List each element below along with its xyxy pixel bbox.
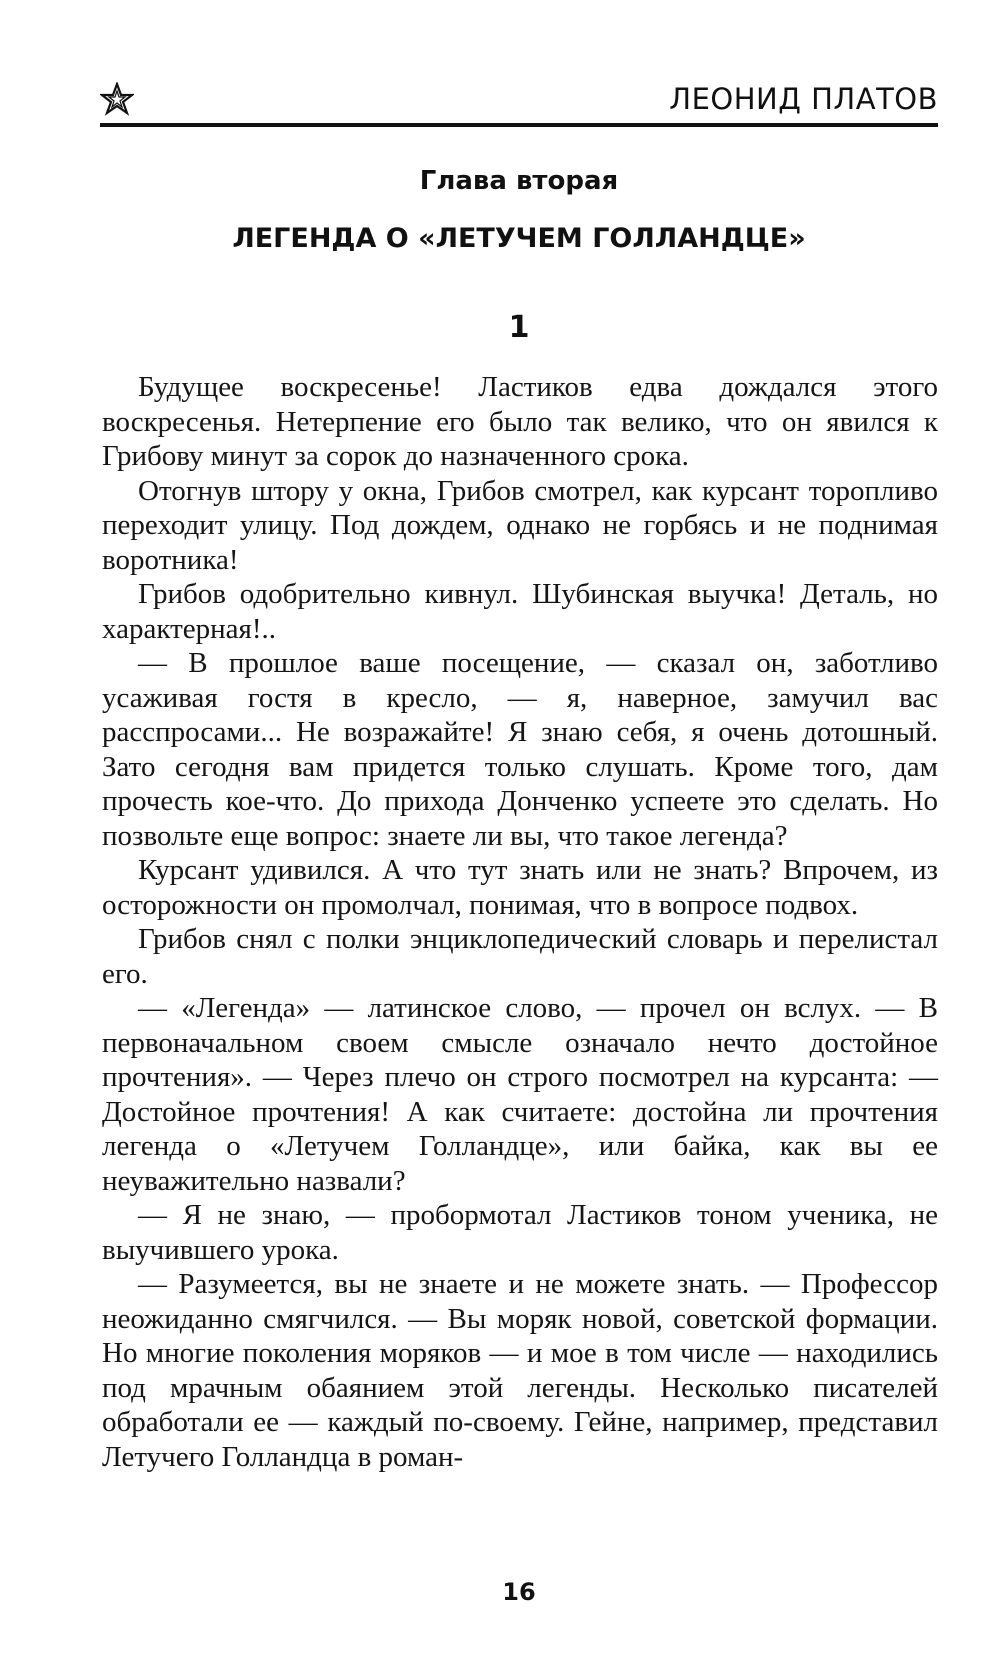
paragraph: Будущее воскресенье! Ластиков едва дождался этого воскресенья. Нетерпение его было так велико, что он явился к Грибову минут за сорок до назначенного срока. bbox=[102, 371, 938, 472]
page-number: 16 bbox=[502, 1578, 536, 1606]
body-text bbox=[102, 370, 938, 1474]
paragraph: — Я не знаю, — пробормотал Ластиков тоном ученика, не выучившего урока. bbox=[102, 1199, 938, 1266]
paragraph: — Разумеется, вы не знаете и не можете знать. — Профессор неожиданно смягчился. — Вы моряк новой, советской формации. Но многие поколения моряков — и мое в том числе — находились под мрачным обаянием этой легенды. Несколько писателей обработали ее — каждый по-своему. Гейне, например, представил Летучего Голландца в роман- bbox=[102, 1268, 938, 1473]
header-divider bbox=[100, 123, 938, 127]
chapter-title: ЛЕГЕНДА О «ЛЕТУЧЕМ ГОЛЛАНДЦЕ» bbox=[232, 223, 806, 254]
paragraph: Грибов одобрительно кивнул. Шубинская выучка! Деталь, но характерная!.. bbox=[102, 578, 938, 645]
star-outline-icon bbox=[100, 82, 134, 116]
paragraph: Отогнув штору у окна, Грибов смотрел, как курсант торопливо переходит улицу. Под дождем, однако не горбясь и не поднимая воротника! bbox=[102, 474, 938, 576]
paragraph: Курсант удивился. А что тут знать или не знать? Впрочем, из осторожности он промолчал, понимая, что в вопросе подвох. bbox=[102, 854, 938, 921]
section-number: 1 bbox=[508, 310, 530, 345]
paragraph: — В прошлое ваше посещение, — сказал он, заботливо усаживая гостя в кресло, — я, наверное, замучил вас расспросами... Не возражайте! Я знаю себя, я очень дотошный. Зато сегодня вам придется только слушать. Кроме того, дам прочесть кое-что. До прихода Донченко успеете это сделать. Но позвольте еще вопрос: знаете ли вы, что такое легенда? bbox=[102, 647, 938, 852]
chapter-label: Глава вторая bbox=[419, 166, 619, 196]
paragraph: — «Легенда» — латинское слово, — прочел он вслух. — В первоначальном своем смысле означало нечто достойное прочтения». — Через плечо он строго посмотрел на курсанта: — Достойное прочтения! А как считаете: достойна ли прочтения легенда о «Летучем Голландце», или байка, как вы ее неуважительно назвали? bbox=[102, 992, 938, 1197]
author-name: ЛЕОНИД ПЛАТОВ bbox=[669, 82, 938, 116]
paragraph: Грибов снял с полки энциклопедический словарь и перелистал его. bbox=[102, 923, 938, 990]
running-header bbox=[100, 78, 938, 122]
